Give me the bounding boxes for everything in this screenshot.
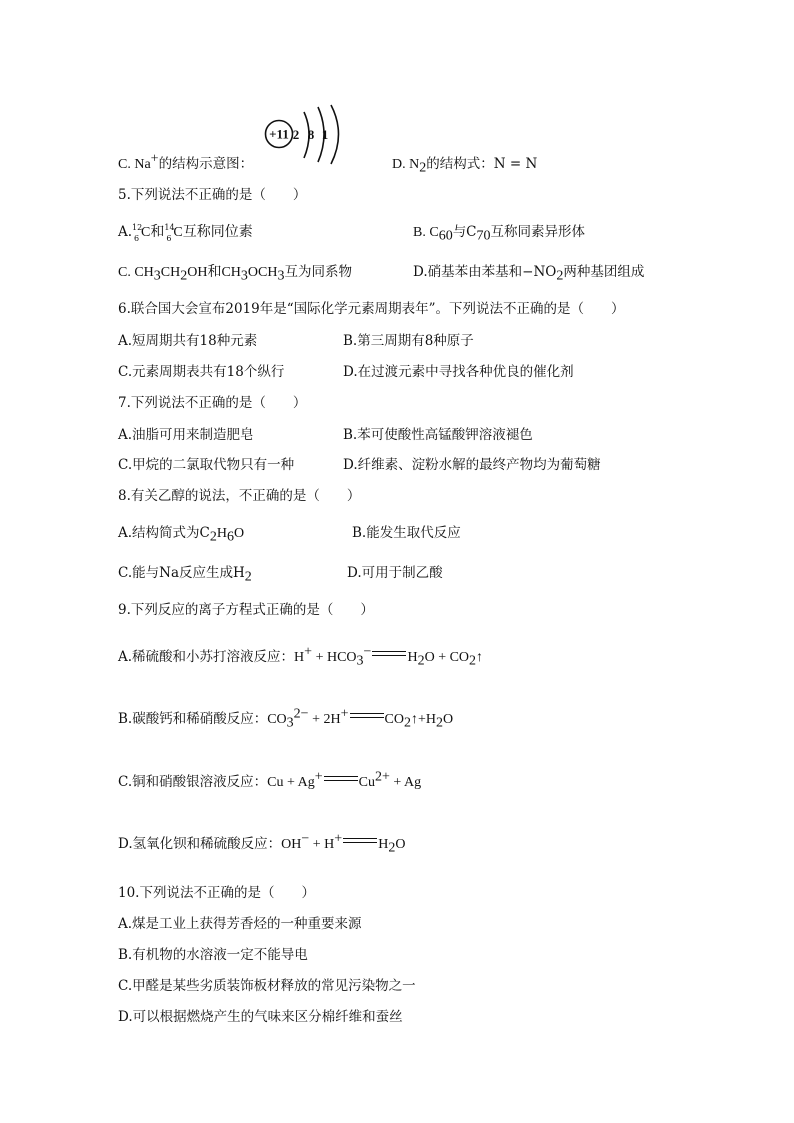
sodium-atom-structure-diagram bbox=[264, 104, 354, 166]
q4-option-c: C. Na+的结构示意图： bbox=[118, 151, 254, 172]
q10-option-d: D.可以根据燃烧产生的气味来区分棉纤维和蚕丝 bbox=[118, 1009, 403, 1025]
q9-option-d: D.氢氧化钡和稀硫酸反应：OH− + H+ $H_2O$ bbox=[118, 831, 406, 856]
q8-option-b: B.能发生取代反应 bbox=[352, 525, 461, 541]
q5-option-a: A. 12 6 C和 14 6 C互称同位素 bbox=[118, 223, 253, 243]
q4-option-d: D. $N_2$的结构式：N = N bbox=[392, 156, 538, 176]
q5-option-d: D.硝基苯由苯基和$-NO_2$两种基团组成 bbox=[413, 264, 645, 284]
q9-option-c: C.铜和硝酸银溶液反应：Cu + Ag+ $Cu^{2+} + Ag$ bbox=[118, 769, 422, 790]
q9-option-a: A.稀硫酸和小苏打溶液反应：$H^+ + HCO_3^-$ $H_2O$ + $CO_2↑$ bbox=[118, 644, 484, 669]
q10-option-a: A.煤是工业上获得芳香烃的一种重要来源 bbox=[118, 916, 362, 932]
q10-option-b: B.有机物的水溶液一定不能导电 bbox=[118, 947, 308, 963]
yields-double-line bbox=[350, 711, 384, 721]
q6-stem: 6.联合国大会宣布2019年是“国际化学元素周期表年”。下列说法不正确的是（ ） bbox=[118, 301, 625, 317]
q10-stem: 10.下列说法不正确的是（ ） bbox=[118, 885, 315, 901]
nucleus-charge: +11 bbox=[269, 126, 289, 142]
q6-option-a: A.短周期共有18种元素 bbox=[118, 333, 258, 349]
q7-option-c: C.甲烷的二氯取代物只有一种 bbox=[118, 457, 295, 473]
q8-option-c: C.能与Na反应生成$H_2$ bbox=[118, 565, 252, 585]
q9-option-b: B.碳酸钙和稀硝酸反应：$CO_3^{2-} + 2H^+$ $CO_2↑+H_2O$ bbox=[118, 706, 454, 731]
q7-option-d: D.纤维素、淀粉水解的最终产物均为葡萄糖 bbox=[343, 457, 601, 473]
yields-double-line bbox=[372, 649, 406, 659]
q8-option-d: D.可用于制乙酸 bbox=[347, 565, 443, 581]
q7-option-a: A.油脂可用来制造肥皂 bbox=[118, 427, 254, 443]
q6-option-c: C.元素周期表共有18个纵行 bbox=[118, 364, 285, 380]
q8-stem: 8.有关乙醇的说法，不正确的是（ ） bbox=[118, 488, 361, 504]
yields-double-line bbox=[343, 836, 377, 846]
q6-option-d: D.在过渡元素中寻找各种优良的催化剂 bbox=[343, 364, 574, 380]
q9-stem: 9.下列反应的离子方程式正确的是（ ） bbox=[118, 602, 374, 618]
shell-3-count: 1 bbox=[321, 127, 329, 142]
electron-shell-3-arc bbox=[331, 105, 339, 164]
q5-option-b: B. $C_{60}$与$C_{70}$互称同素异形体 bbox=[413, 224, 586, 244]
shell-2-count: 8 bbox=[307, 127, 315, 142]
q5-option-c: C. $CH_3CH_2OH$和$CH_3OCH_3$互为同系物 bbox=[118, 264, 352, 284]
yields-double-line bbox=[324, 774, 358, 784]
q10-option-c: C.甲醛是某些劣质装饰板材释放的常见污染物之一 bbox=[118, 978, 416, 994]
q5-stem: 5.下列说法不正确的是（ ） bbox=[118, 187, 307, 203]
q7-option-b: B.苯可使酸性高锰酸钾溶液褪色 bbox=[343, 427, 533, 443]
q6-option-b: B.第三周期有8种原子 bbox=[343, 333, 474, 349]
q7-stem: 7.下列说法不正确的是（ ） bbox=[118, 395, 307, 411]
q8-option-a: A.结构简式为$C_2H_6O$ bbox=[118, 525, 245, 545]
shell-1-count: 2 bbox=[292, 127, 300, 142]
